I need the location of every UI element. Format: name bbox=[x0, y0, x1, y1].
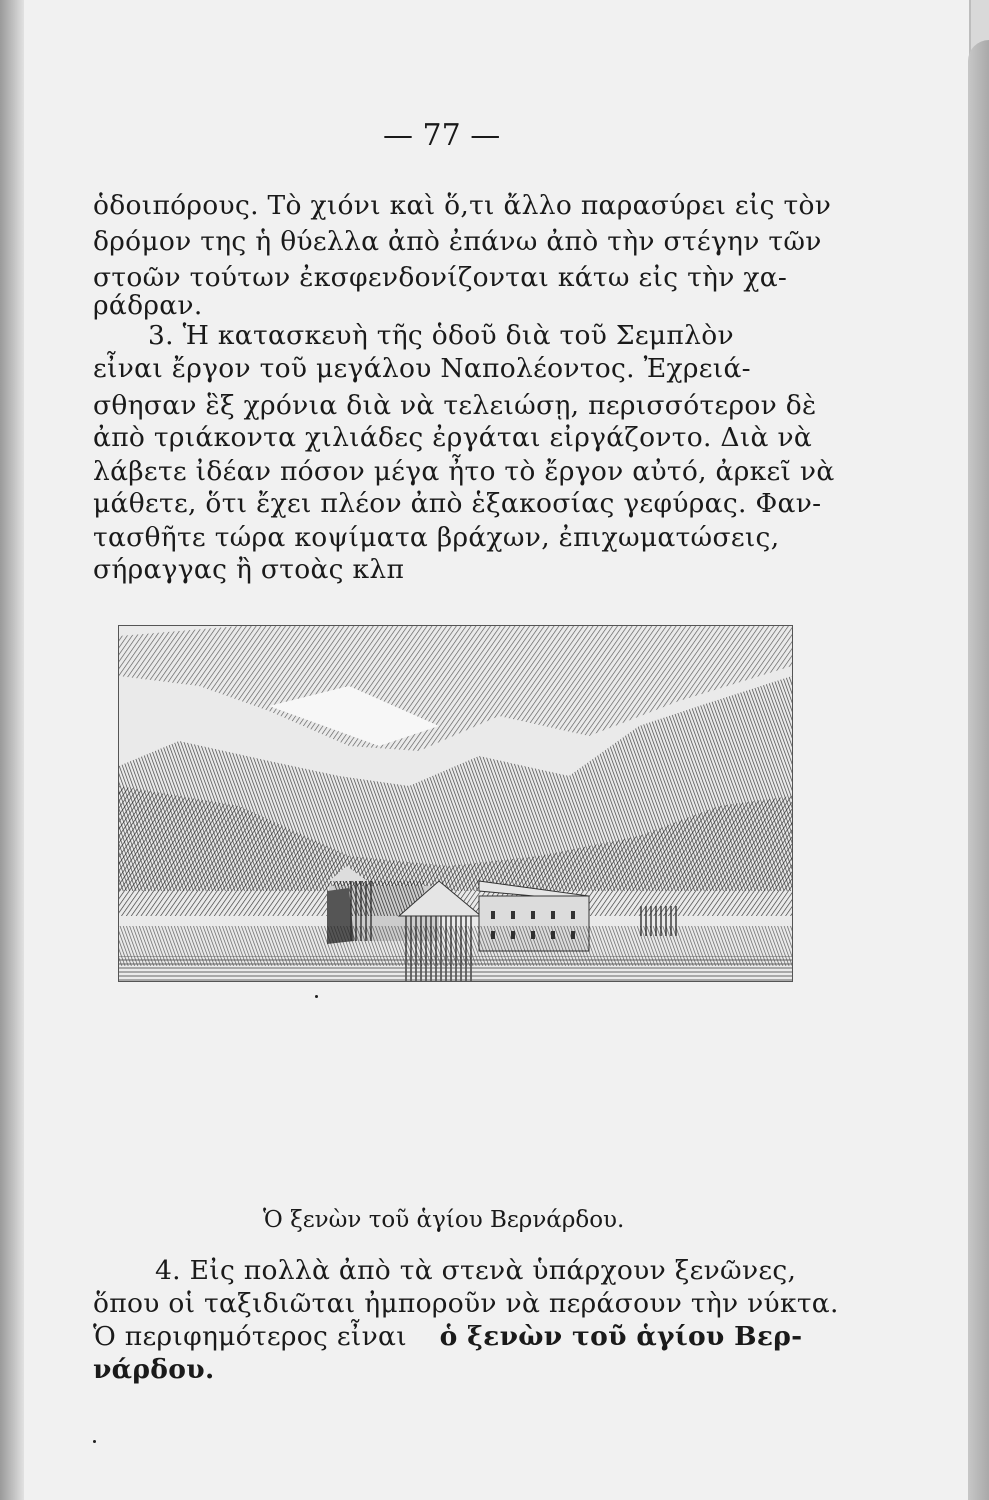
book-spine-shadow bbox=[0, 0, 24, 1500]
para3-line-3-text: Ὁ περιφημότερος εἶναι bbox=[93, 1321, 407, 1352]
para1-line-4: ράδραν. bbox=[93, 290, 203, 321]
para2-line-4: ἀπὸ τριάκοντα χιλιάδες ἐργάται εἰργάζοντο. Διὰ νὰ bbox=[93, 422, 813, 453]
page-number: — 77 — bbox=[383, 118, 501, 153]
engraving-svg bbox=[119, 626, 792, 981]
lake bbox=[119, 956, 792, 981]
para1-line-1: ὁδοιπόρους. Τὸ χιόνι καὶ ὅ,τι ἄλλο παρασύρει εἰς τὸν bbox=[93, 190, 832, 221]
para3-period: . bbox=[204, 1354, 215, 1385]
para3-bold-last: νάρδου bbox=[93, 1354, 205, 1385]
para2-line-5: λάβετε ἰδέαν πόσον μέγα ἦτο τὸ ἔργον αὐτό, ἀρκεῖ νὰ bbox=[93, 456, 835, 487]
figure-caption: Ὁ ξενὼν τοῦ ἁγίου Βερνάρδου. bbox=[263, 1207, 625, 1233]
ink-speck bbox=[93, 1440, 96, 1443]
para3-line-1: 4. Εἰς πολλὰ ἀπὸ τὰ στενὰ ὑπάρχουν ξενῶνες, bbox=[155, 1255, 797, 1286]
para3-line-4 bbox=[93, 1354, 214, 1385]
ink-speck bbox=[315, 995, 318, 998]
para3-line-2: ὅπου οἱ ταξιδιῶται ἠμποροῦν νὰ περάσουν τὴν νύκτα. bbox=[93, 1288, 839, 1319]
para2-line-2: εἶναι ἔργον τοῦ μεγάλου Ναπολέοντος. Ἐχρειά- bbox=[93, 353, 751, 384]
para2-line-7: τασθῆτε τώρα κοψίματα βράχων, ἐπιχωματώσεις, bbox=[93, 522, 780, 553]
para2-line-6: μάθετε, ὅτι ἔχει πλέον ἀπὸ ἑξακοσίας γεφύρας. Φαν- bbox=[93, 488, 822, 519]
para1-line-2: δρόμον της ἡ θύελλα ἀπὸ ἐπάνω ἀπὸ τὴν στέγην τῶν bbox=[93, 226, 822, 257]
engraving-hospice-illustration bbox=[118, 625, 793, 982]
para3-bold-phrase: ὁ ξενὼν τοῦ ἁγίου Βερ- bbox=[439, 1321, 803, 1352]
para2-line-1: 3. Ἡ κατασκευὴ τῆς ὁδοῦ διὰ τοῦ Σεμπλὸν bbox=[148, 320, 734, 351]
para2-line-3: σθησαν ἓξ χρόνια διὰ νὰ τελειώσῃ, περισσότερον δὲ bbox=[93, 390, 817, 421]
page-edge bbox=[968, 40, 989, 1500]
para1-line-3: στοῶν τούτων ἐκσφενδονίζονται κάτω εἰς τὴν χα- bbox=[93, 262, 788, 293]
para3-line-3 bbox=[93, 1321, 802, 1352]
para2-line-8: σήραγγας ἢ στοὰς κλπ bbox=[93, 554, 405, 585]
